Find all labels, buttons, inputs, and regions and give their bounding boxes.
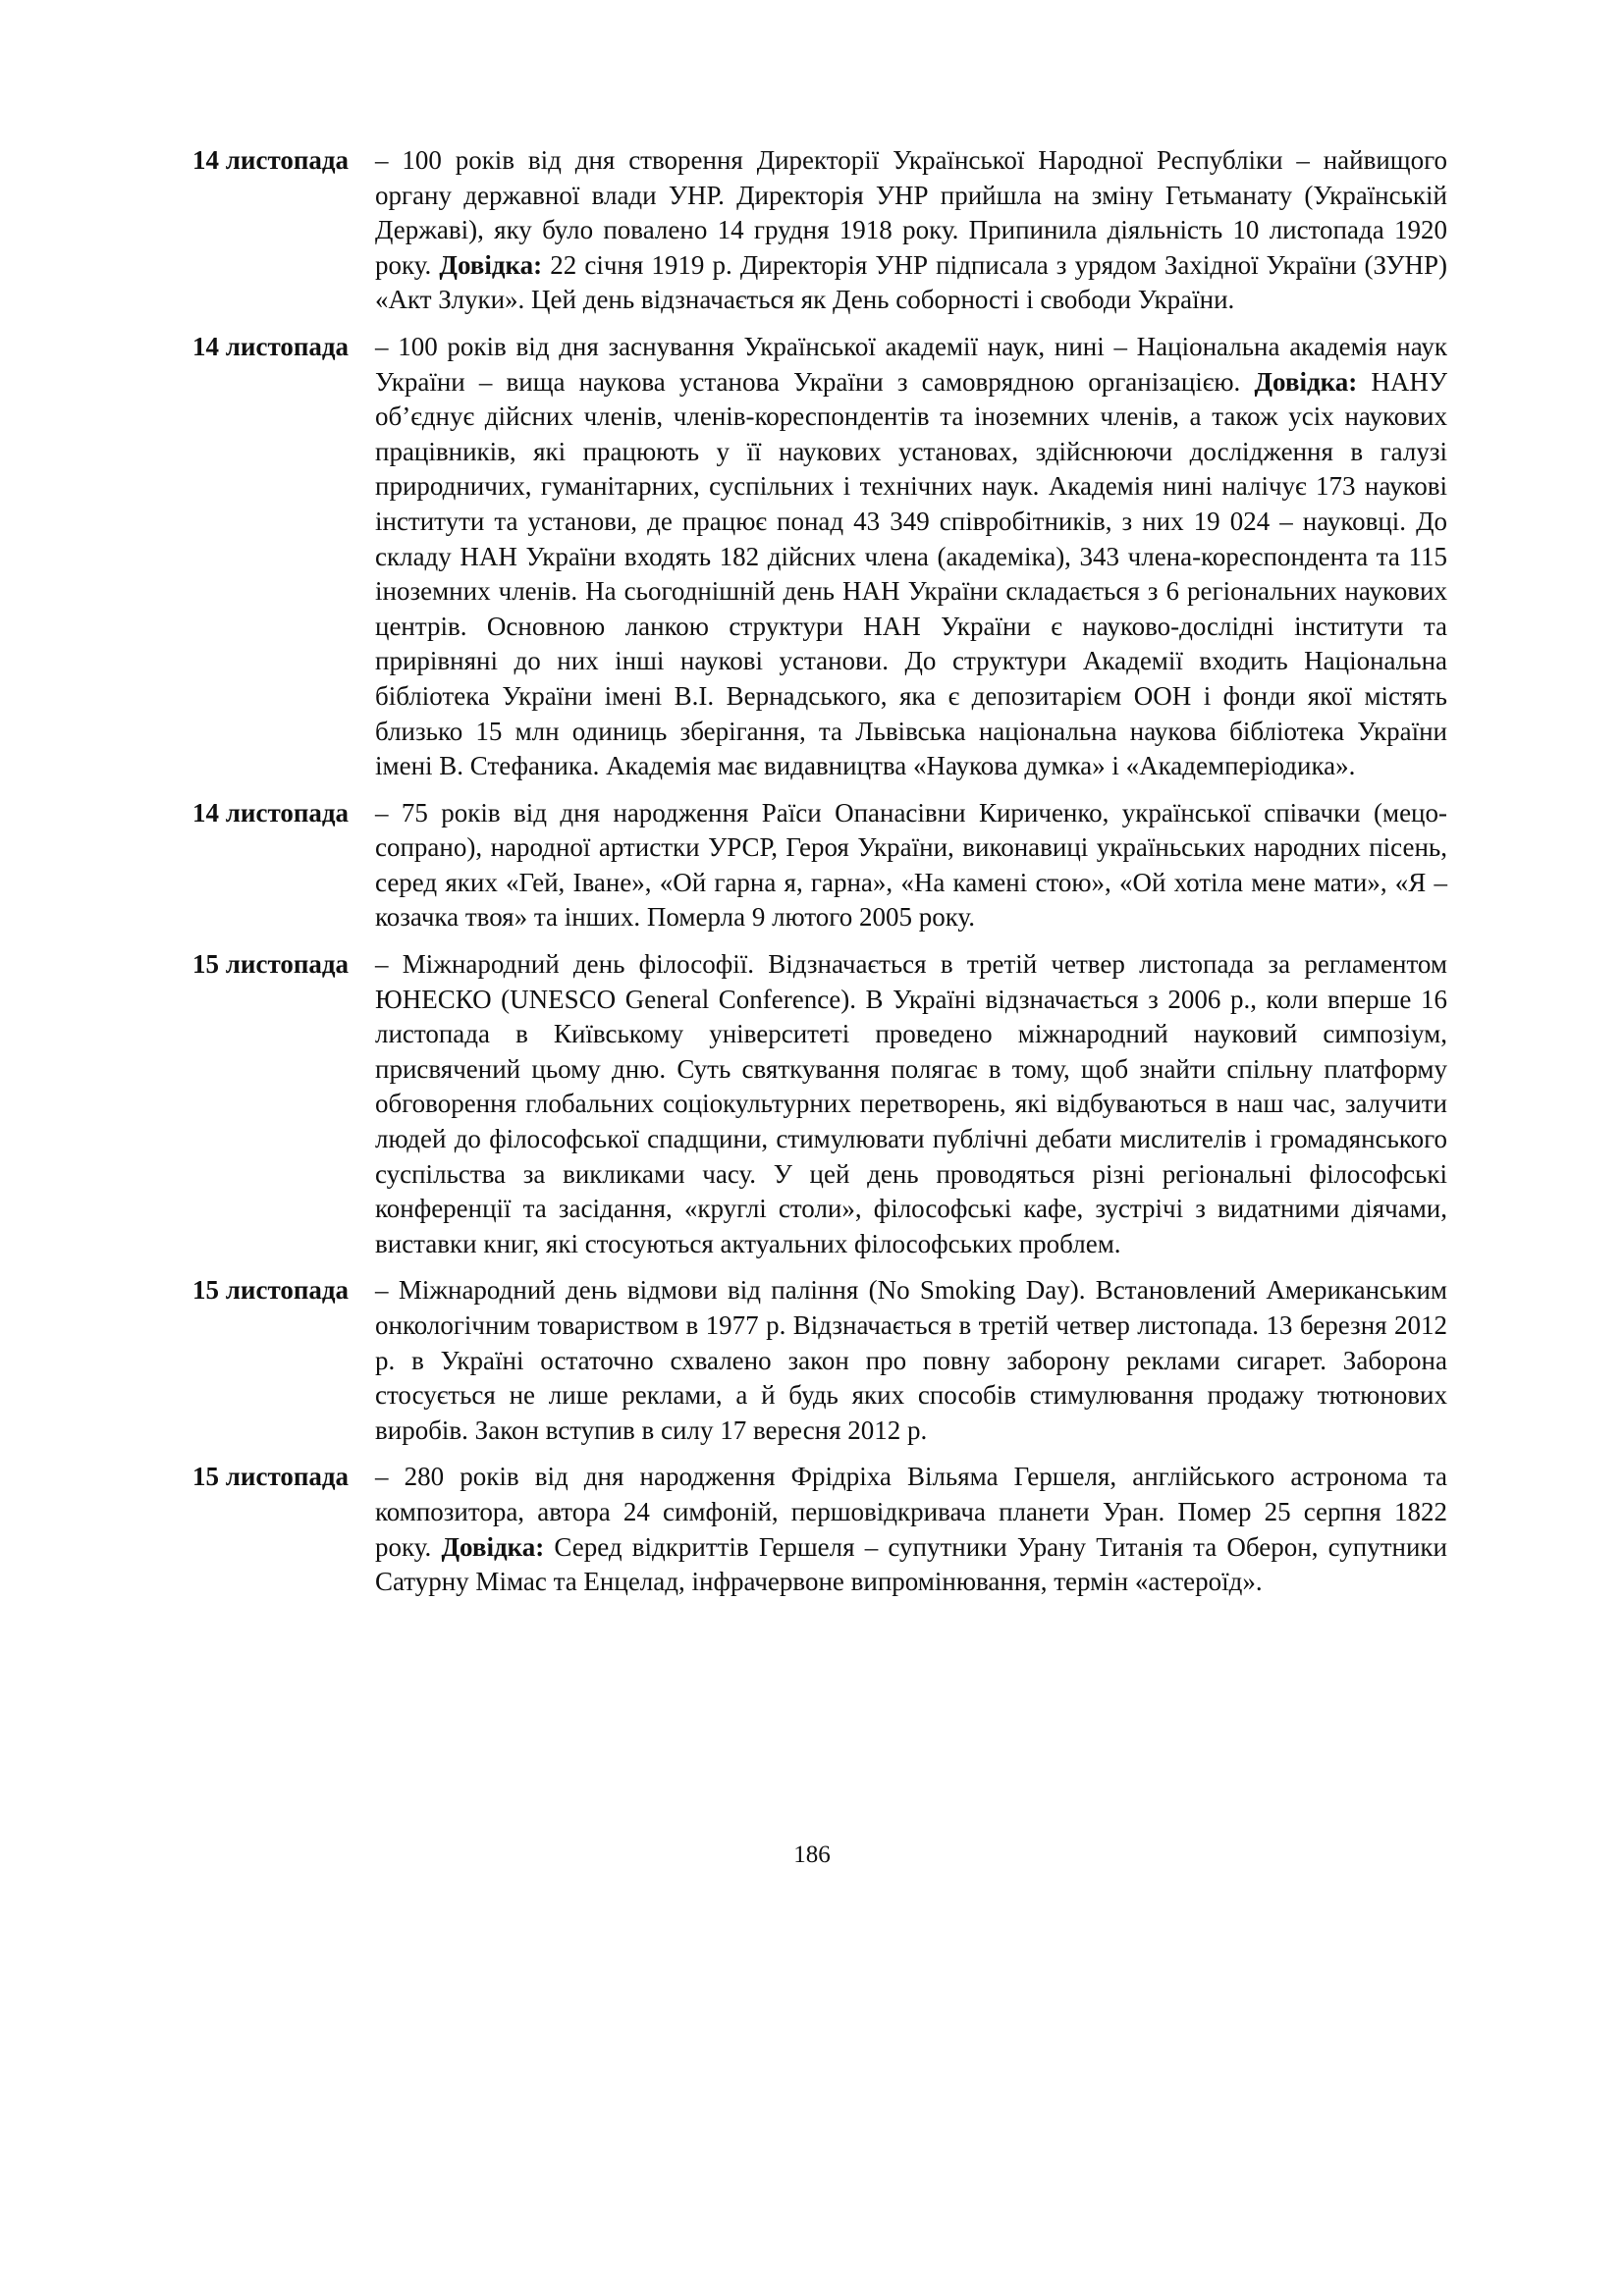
calendar-entries — [192, 143, 1447, 1600]
calendar-entry — [192, 1273, 1447, 1448]
entry-date: 14 листопада — [192, 145, 350, 175]
entry-text-segment: – 280 років від дня народження Фрідріха Вільяма Гершеля, англійського астронома та композитора, автора 24 симфоній, першовідкривача планети Уран. Помер 25 серпня 1822 року. — [375, 1462, 1447, 1562]
entry-text-segment: – 100 років від дня створення Директорії Української Народної Республіки – найвищого органу державної влади УНР. Директорія УНР прийшла на зміну Гетьманату (Українській Державі), яку було повалено 14 грудня 1918 року. Припинила діяльність 10 листопада 1920 року. — [375, 145, 1447, 280]
entry-text — [375, 796, 1447, 935]
reference-label: Довідка: — [439, 249, 543, 280]
entry-date: 14 листопада — [192, 331, 350, 361]
calendar-entry — [192, 796, 1447, 935]
calendar-entry — [192, 947, 1447, 1261]
reference-label: Довідка: — [1254, 366, 1358, 397]
entry-text-segment: 22 січня 1919 р. Директорія УНР підписала з урядом Західної України (ЗУНР) «Акт Злуки». Цей день відзначається як День соборності і свободи України. — [375, 249, 1447, 315]
entry-date: 14 листопада — [192, 797, 350, 828]
entry-text — [375, 330, 1447, 784]
entry-text-segment: – 100 років від дня заснування Української академії наук, нині – Національна академія наук України – вища наукова установа України з самоврядною організацією. — [375, 331, 1447, 397]
entry-date: 15 листопада — [192, 1462, 350, 1492]
calendar-entry — [192, 330, 1447, 784]
page-number: 186 — [793, 1842, 831, 1868]
entry-text — [375, 143, 1447, 318]
entry-text-segment: – Міжнародний день відмови від паління (No Smoking Day). Встановлений Американським онкологічним товариством в 1977 р. Відзначається в третій четвер листопада. 13 березня 2012 р. в Україні остаточно схвалено закон про повну заборону реклами сигарет. Заборона стосується не лише реклами, а й будь яких способів стимулювання продажу тютюнових виробів. Закон вступив в силу 17 вересня 2012 р. — [375, 1275, 1447, 1445]
entry-text — [375, 1273, 1447, 1448]
entry-text-segment: НАНУ об’єднує дійсних членів, членів-кореспондентів та іноземних членів, а також усіх наукових працівників, які працюють у її наукових установах, здійснюючи дослідження в галузі природничих, гуманітарних, суспільних і технічних наук. Академія нині налічує 173 наукові інститути та установи, де працює понад 43 349 співробітників, з них 19 024 – науковці. До складу НАН України входять 182 дійсних члена (академіка), 343 члена-кореспондента та 115 іноземних членів. На сьогоднішній день НАН України складається з 6 регіональних наукових центрів. Основною ланкою структури НАН України є науково-дослідні інститути та прирівняні до них інші наукові установи. До структури Академії входить Національна бібліотека України імені В.І. Вернадського, яка є депозитарієм ООН і фонди якої містять близько 15 млн одиниць зберігання, та Львівська національна наукова бібліотека України імені В. Стефаника. Академія має видавництва «Наукова думка» і «Академперіодика». — [375, 366, 1447, 781]
calendar-entry — [192, 143, 1447, 318]
entry-text-segment: – 75 років від дня народження Раїси Опанасівни Кириченко, української співачки (мецо-сопрано), народної артистки УРСР, Героя України, виконавиці україньських народних пісень, серед яких «Гей, Іване», «Ой гарна я, гарна», «На камені стою», «Ой хотіла мене мати», «Я – козачка твоя» та інших. Померла 9 лютого 2005 року. — [375, 797, 1447, 933]
document-page — [192, 143, 1447, 1612]
entry-text — [375, 1460, 1447, 1599]
entry-date: 15 листопада — [192, 1275, 350, 1306]
entry-text-segment: – Міжнародний день філософії. Відзначається в третій четвер листопада за регламентом ЮНЕСКО (UNESCO General Conference). В Україні відзначається з 2006 р., коли вперше 16 листопада в Київському університеті проведено міжнародний науковий симпозіум, присвячений цьому дню. Суть святкування полягає в тому, щоб знайти спільну платформу обговорення глобальних соціокультурних перетворень, які відбуваються в наш час, залучити людей до філософської спадщини, стимулювати публічні дебати мислителів і громадянського суспільства за викликами часу. У цей день проводяться різні регіональні філософські конференції та засідання, «круглі столи», філософські кафе, зустрічі з видатними діячами, виставки книг, які стосуються актуальних філософських проблем. — [375, 949, 1447, 1258]
reference-label: Довідка: — [441, 1531, 545, 1562]
calendar-entry — [192, 1460, 1447, 1599]
entry-date: 15 листопада — [192, 949, 350, 980]
entry-text-segment: Серед відкриттів Гершеля – супутники Урану Титанія та Оберон, супутники Сатурну Мімас та Енцелад, інфрачервоне випромінювання, термін «астероїд». — [375, 1531, 1447, 1597]
entry-text — [375, 947, 1447, 1261]
